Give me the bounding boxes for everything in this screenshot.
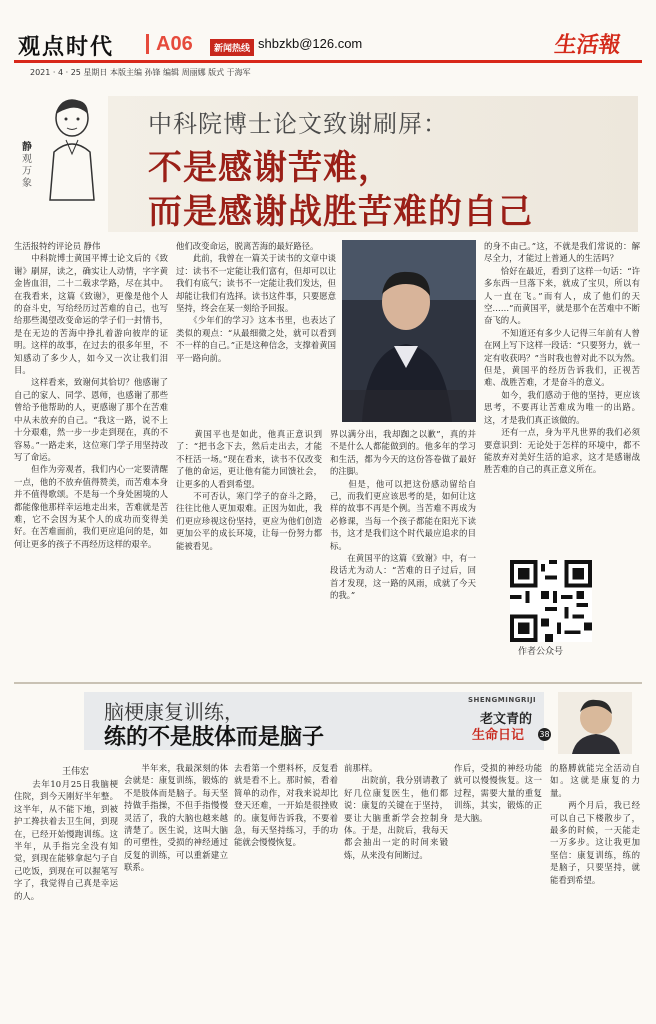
bottom-headline-line2: 练的不是肢体而是脑子 bbox=[104, 725, 325, 750]
article-column-1: 生活报特约评论员 静伟 中科院博士黄国平博士论文后的《致谢》刷屏，读之，确实让人动情，字字黄金皆血泪，二十二载求学路，尽在其中。在我看来，这篇《致谢》，更像是他个人的奋斗史，写给经历过苦难的自己，也写给那些渴望改变命运的学子们一封情书，是在无边的苦海中挣扎着游向彼岸的证明。这样的故事，在过去的很多年里，不知感动了多少人，如今又一次让我们泪目。 这样看来，致谢何其恰切？他感谢了自己的家人、同学、恩师，也感谢了那些曾给予他帮助的人，更感谢了那个在苦难中从未放弃的自己。“我这一路，说不上十分艰难，然一步一步走到现在，真的不容易。”一路走来，这位寒门学子用坚持改写了命运。 但作为旁观者，我们内心一定要清醒一点，他的不放弃值得赞美，而苦难本身并不值得歌颂。不是每一个身处困境的人都能像他那样幸运地走出来，苦难就是苦难，它不会因为某个人的成功而变得美好。在苦难面前，我们更应追问的是，如何让更多的孩子不再经历这样的艰辛。 bbox=[14, 241, 168, 549]
headline-main-line1: 不是感谢苦难， bbox=[148, 148, 393, 188]
column-label-main: 静 bbox=[22, 142, 32, 153]
qr-code-icon[interactable] bbox=[510, 560, 592, 642]
section-divider bbox=[14, 682, 642, 684]
newspaper-logo: 生活報 bbox=[552, 32, 623, 58]
bottom-column-1: 去年10月25日我脑梗住院，到今天刚好半年整。这半年，从不能下地，到被护工搀扶着去卫生间，到现在，已经开始慢跑训练。这半年，从手指完全没有知觉，到现在能够拿起勺子自己吃饭，到现在可以握笔写字了，我觉得自己真是幸运的人。 bbox=[14, 779, 118, 901]
article-column-3: 界以满分出，我却踟之以歉”，真的并不是什么人都能做到的。他多年的学习和生活，都为今天的这份答卷做了最好的注脚。 但是，他可以把这份感动留给自己，而我们更应该思考的是，如何让这样的故事不再是个例。当苦难不再成为必修课，当每一个孩子都能在阳光下读书，这才是我们这个时代最应追求的目标。 在黄国平的这篇《致谢》中，有一段话尤为动人：“苦难的日子过后，回首才发现，这一路的风雨，成就了今天的我。” bbox=[330, 429, 476, 601]
diary-label: 生命日记 bbox=[472, 728, 525, 743]
hotline-badge: 新闻热线 bbox=[210, 39, 254, 56]
bottom-headline-line1: 脑梗康复训练， bbox=[104, 700, 244, 724]
article-column-4: 的身不由己。”这，不就是我们常说的：解尽全力，才能过上普通人的生活吗？ 恰好在最近，看到了这样一句话：“许多东西一旦落下来，就成了宝贝，所以有人一直在飞。”而有人，成了他们的天空……”而黄国平，就是那个在苦难中不断奋飞的人。 不知道还有多少人记得三年前有人曾在网上写下这样一段话：“只要努力，就一定有收获吗？”当时我也曾对此不以为然。但是，黄国平的经历告诉我们，正视苦难、战胜苦难，才是奋斗的意义。 如今，我们感动于他的坚持，更应该思考，不要再让苦难成为唯一的出路。这，才是我们真正该做的。 还有一点，身为平凡世界的我们必须要意识到：无论处于怎样的环境中，都不能放弃对美好生活的追求，这才是感谢战胜苦难的自己的真正意义所在。 bbox=[484, 241, 640, 475]
headline-main-line2: 而是感谢战胜苦难的自己 bbox=[148, 192, 533, 232]
bottom-author: 王伟宏 bbox=[62, 767, 90, 777]
article-column-2b: 黄国平也是如此，他真正意识到了：“把书念下去，然后走出去，才能不枉活一场。”现在看来，读书不仅改变了他的命运，更让他有能力回馈社会，让更多的人看到希望。 不可否认，寒门学子的奋斗之路，往往比他人更加艰难。正因为如此，我们更应珍视这份坚持，更应为他们创造更加公平的成长环境，让每一份努力都能被看见。 bbox=[176, 429, 322, 551]
page-number: A06 bbox=[156, 33, 193, 55]
portrait-photo bbox=[342, 240, 476, 422]
author-portrait bbox=[558, 692, 632, 754]
email-address: shbzkb@126.com bbox=[258, 36, 363, 51]
bottom-column-5b: 的胳膊就能完全活动自如。这就是康复的力量。 两个月后，我已经可以自己下楼散步了，最多的时候，一天能走一万多步。这让我更加坚信：康复训练，练的是脑子，只要坚持，就能看到希望。 bbox=[550, 763, 640, 885]
section-title: 观点时代 bbox=[18, 34, 115, 60]
column-label-sub: 观万象 bbox=[22, 154, 32, 189]
bottom-column-4: 前那样。 出院前，我分别请教了好几位康复医生，他们都说：康复的关键在于坚持，要让大脑重新学会控制身体。于是，出院后，我每天都会抽出一定的时间来锻炼，从来没有间断过。 bbox=[344, 763, 448, 860]
column-label bbox=[22, 142, 36, 190]
bottom-column-3: 去看第一个塑料杯，反复看就是看不上。那时候，看着简单的动作，对我来说却比登天还难，一开始是很挫败的。康复师告诉我，不要着急，每天坚持练习，手的功能就会慢慢恢复。 bbox=[234, 763, 338, 848]
bottom-column-5-group bbox=[454, 762, 640, 1014]
headline-kicker: 中科院博士论文致谢刷屏： bbox=[148, 110, 448, 138]
header-divider bbox=[14, 60, 642, 63]
diary-name: 老文青的 bbox=[480, 712, 533, 727]
bottom-column-2: 半年来，我最深刻的体会就是：康复训练，锻炼的不是肢体而是脑子。每天坚持做手指操，不但手指慢慢灵活了，我的大脑也越来越清楚了。医生说，这叫大脑的可塑性，受损的神经通过反复的训练，可以重新建立联系。 bbox=[124, 763, 228, 873]
date-byline: 2021 · 4 · 25 星期日 本版主编 孙锋 编辑 周丽娜 版式 于海军 bbox=[30, 68, 251, 77]
diary-issue-number: 38 bbox=[539, 730, 550, 739]
diary-english-title: SHENGMINGRIJI bbox=[468, 696, 537, 704]
columnist-cartoon-icon bbox=[40, 92, 104, 204]
article-column-2a: 他们改变命运，脱离苦海的最好路径。 此前，我曾在一篇关于读书的文章中谈过：读书不一定能让我们富有，但却可以让我们有底气；读书不一定能让我们发达，但却能让我们有选择。读书这件事，只要愿意坚持，终会在某一刻给予回报。 《少年们的学习》这本书里，也表达了类似的观点：“从最细微之处，就可以看到不一样的自己。”正是这种信念，支撑着黄国平一路向前。 bbox=[176, 241, 336, 363]
bottom-column-5a: 作后，受损的神经功能就可以慢慢恢复。这一过程，需要大量的重复训练，其实，锻炼的正是大脑。 bbox=[454, 763, 542, 823]
page-number-bar bbox=[146, 34, 149, 54]
qr-caption: 作者公众号 bbox=[518, 647, 564, 657]
